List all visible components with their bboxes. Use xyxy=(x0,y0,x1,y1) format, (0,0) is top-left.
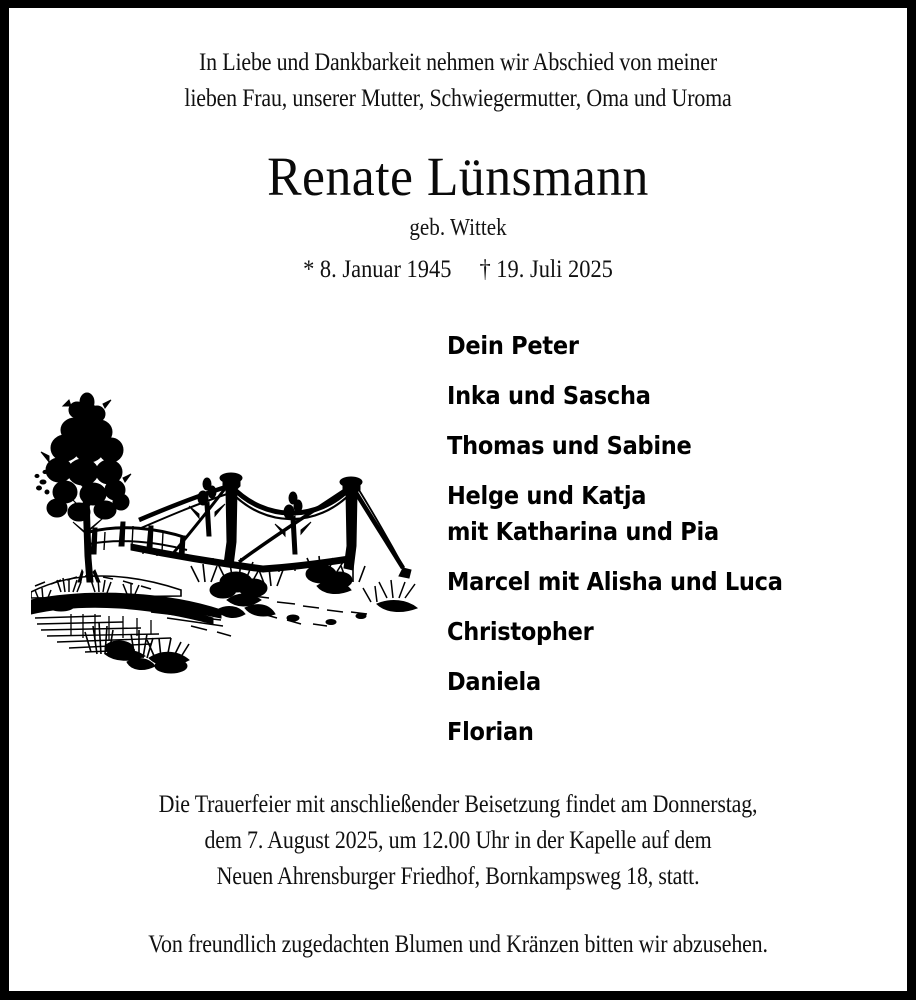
list-item: Thomas und Sabine xyxy=(447,431,692,460)
list-item: Daniela xyxy=(447,667,541,696)
foliage-center xyxy=(189,478,417,617)
ceremony-line-1: Die Trauerfeier mit anschließender Beisetzung findet am Donnerstag, xyxy=(158,789,758,818)
list-item: Christopher xyxy=(447,617,594,646)
ceremony-line-3: Neuen Ahrensburger Friedhof, Bornkampsweg 18, statt. xyxy=(216,861,700,890)
intro-line-1: In Liebe und Dankbarkeit nehmen wir Abschied von meiner xyxy=(199,47,717,76)
landscape-rope-bridge-illustration xyxy=(31,386,431,686)
intro-paragraph xyxy=(72,44,844,116)
list-item: Florian xyxy=(447,717,534,746)
intro-line-2: lieben Frau, unserer Mutter, Schwiegermutter, Oma und Uroma xyxy=(184,83,732,112)
rope-bridge-icon xyxy=(89,473,411,578)
list-item: Marcel mit Alisha und Luca xyxy=(447,567,783,596)
ceremony-paragraph xyxy=(72,786,844,894)
flowers-note: Von freundlich zugedachten Blumen und Kränzen bitten wir abzusehen. xyxy=(148,929,768,958)
list-item: Dein Peter xyxy=(447,331,579,360)
list-item: Inka und Sascha xyxy=(447,381,651,410)
list-item: mit Katharina und Pia xyxy=(447,517,719,546)
ceremony-line-2: dem 7. August 2025, um 12.00 Uhr in der Kapelle auf dem xyxy=(204,825,712,854)
deceased-maiden-name: geb. Wittek xyxy=(409,215,507,241)
deceased-block xyxy=(9,145,907,286)
deceased-dates: * 8. Januar 1945 † 19. Juli 2025 xyxy=(303,254,613,283)
deceased-name: Renate Lünsmann xyxy=(267,146,649,207)
tree-icon xyxy=(35,393,131,582)
list-item: Helge und Katja xyxy=(447,481,647,510)
survivors-list xyxy=(447,330,867,747)
obituary-notice-sheet xyxy=(9,8,907,991)
